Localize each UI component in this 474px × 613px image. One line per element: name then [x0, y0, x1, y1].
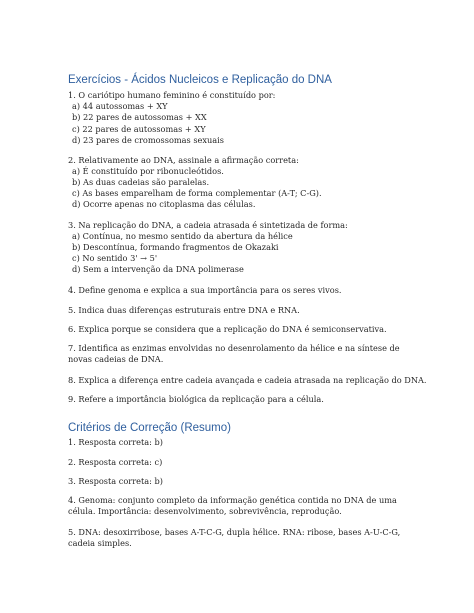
answer-3: 3. Resposta correta: b)	[68, 476, 163, 486]
answer-4: 4. Genoma: conjunto completo da informação genética contida no DNA de uma célula. Importância: desenvolvimento, sobrevivência, reprodução.	[68, 495, 397, 516]
q3-option-b: b) Descontínua, formando fragmentos de Okazaki	[72, 242, 279, 252]
q1-option-c: c) 22 pares de autossomas + XY	[72, 124, 206, 134]
q1-option-a: a) 44 autossomas + XY	[72, 101, 168, 111]
question-3: 3. Na replicação do DNA, a cadeia atrasada é sintetizada de forma:	[68, 220, 348, 230]
q2-option-c: c) As bases emparelham de forma complementar (A-T; C-G).	[72, 188, 322, 198]
question-1: 1. O cariótipo humano feminino é constituído por:	[68, 90, 276, 100]
question-6: 6. Explica porque se considera que a replicação do DNA é semiconservativa.	[68, 324, 387, 334]
q3-option-d: d) Sem a intervenção da DNA polimerase	[72, 264, 244, 274]
question-5: 5. Indica duas diferenças estruturais entre DNA e RNA.	[68, 305, 300, 315]
answer-1: 1. Resposta correta: b)	[68, 437, 163, 447]
question-4: 4. Define genoma e explica a sua importância para os seres vivos.	[68, 285, 342, 295]
answer-5: 5. DNA: desoxirribose, bases A-T-C-G, dupla hélice. RNA: ribose, bases A-U-C-G, cadeia simples.	[68, 527, 401, 548]
q2-option-a: a) É constituído por ribonucleótidos.	[72, 166, 224, 176]
q1-option-d: d) 23 pares de cromossomas sexuais	[72, 135, 224, 145]
question-7: 7. Identifica as enzimas envolvidas no desenrolamento da hélice e na síntese de novas cadeias de DNA.	[68, 343, 400, 364]
q3-option-a: a) Contínua, no mesmo sentido da abertura da hélice	[72, 231, 293, 241]
q3-option-c: c) No sentido 3' → 5'	[72, 253, 158, 263]
criteria-title: Critérios de Correção (Resumo)	[68, 422, 231, 434]
q2-option-d: d) Ocorre apenas no citoplasma das células.	[72, 199, 256, 209]
question-9: 9. Refere a importância biológica da replicação para a célula.	[68, 394, 324, 404]
q2-option-b: b) As duas cadeias são paralelas.	[72, 177, 210, 187]
question-2: 2. Relativamente ao DNA, assinale a afirmação correta:	[68, 155, 299, 165]
answer-2: 2. Resposta correta: c)	[68, 457, 163, 467]
exercises-title: Exercícios - Ácidos Nucleicos e Replicação do DNA	[68, 74, 332, 86]
q1-option-b: b) 22 pares de autossomas + XX	[72, 112, 207, 122]
question-8: 8. Explica a diferença entre cadeia avançada e cadeia atrasada na replicação do DNA.	[68, 375, 427, 385]
